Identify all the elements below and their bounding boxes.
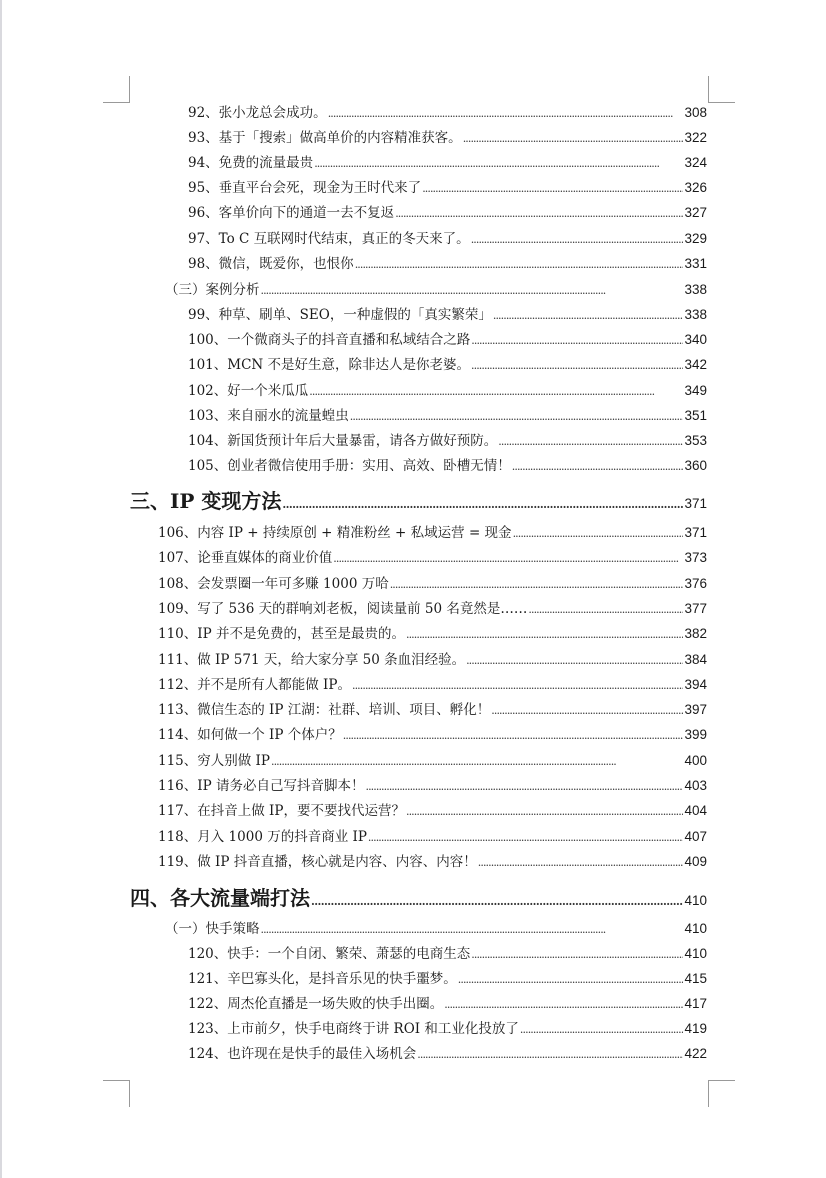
toc-entry[interactable]: [158, 726, 707, 745]
page-edge: [0, 0, 2, 1178]
dot-leader: [520, 1020, 684, 1039]
toc-entry[interactable]: [188, 432, 707, 451]
dot-leader: [261, 281, 684, 300]
toc-entry[interactable]: [188, 382, 707, 401]
toc-entry[interactable]: [188, 407, 707, 426]
toc-page-number: 397: [684, 702, 707, 718]
dot-leader: [471, 356, 683, 375]
toc-entry[interactable]: [188, 945, 707, 964]
toc-page-number: 400: [684, 752, 707, 768]
toc-page-number: 399: [684, 727, 707, 743]
toc-page-number: 410: [684, 893, 707, 908]
toc-entry[interactable]: [188, 970, 707, 989]
toc-entry-title: 三、IP 变现方法: [130, 489, 282, 513]
toc-entry[interactable]: [158, 575, 707, 594]
toc-entry-title: 114、如何做一个 IP 个体户？: [158, 727, 342, 744]
toc-entry-title: 100、一个微商头子的抖音直播和私域结合之路: [188, 332, 471, 349]
dot-leader: [314, 154, 683, 173]
dot-leader: [498, 432, 683, 451]
toc-page-number: 404: [684, 803, 707, 819]
toc-entry-title: 119、做 IP 抖音直播，核心就是内容、内容、内容！: [158, 853, 477, 870]
toc-entry-title: 109、写了 536 天的群响刘老板，阅读量前 50 名竟然是……: [158, 600, 528, 617]
dot-leader: [352, 676, 683, 695]
toc-entry-title: 108、会发票圈一年可多赚 1000 万哈: [158, 575, 389, 592]
dot-leader: [422, 179, 683, 198]
toc-entry[interactable]: [130, 489, 707, 517]
crop-mark-bottom-right: [708, 1080, 735, 1107]
dot-leader: [395, 204, 683, 223]
dot-leader: [365, 777, 683, 796]
toc-page-number: 327: [684, 205, 707, 221]
toc-page-number: 338: [684, 282, 707, 297]
toc-page-number: 331: [684, 255, 707, 271]
toc-entry[interactable]: [158, 828, 707, 847]
toc-entry[interactable]: [188, 457, 707, 476]
toc-page-number: 394: [684, 676, 707, 692]
toc-page-number: 338: [684, 307, 707, 322]
toc-entry-title: （三）案例分析: [165, 282, 260, 298]
toc-entry[interactable]: [158, 549, 707, 568]
toc-entry-title: 118、月入 1000 万的抖音商业 IP: [158, 828, 367, 845]
toc-entry[interactable]: [158, 752, 707, 771]
toc-page-number: 419: [684, 1021, 707, 1037]
toc-page-number: 340: [684, 332, 707, 348]
toc-entry[interactable]: [188, 995, 707, 1014]
toc-entry[interactable]: [188, 154, 707, 173]
dot-leader: [355, 255, 684, 274]
toc-entry[interactable]: [188, 255, 707, 274]
toc-page-number: 342: [684, 357, 707, 373]
dot-leader: [512, 457, 684, 476]
toc-entry-title: 123、上市前夕，快手电商终于讲 ROI 和工业化投放了: [188, 1021, 519, 1038]
toc-entry-title: 93、基于「搜索」做高单价的内容精准获客。: [188, 130, 462, 147]
dot-leader: [406, 802, 683, 821]
dot-leader: [493, 306, 684, 325]
toc-page-number: 417: [684, 996, 707, 1012]
toc-entry-title: 99、种草、刷单、SEO，一种虚假的「真实繁荣」: [188, 307, 492, 323]
dot-leader: [406, 625, 683, 644]
toc-entry-title: 97、To C 互联网时代结束，真正的冬天来了。: [188, 230, 470, 247]
toc-page-number: 410: [684, 921, 707, 936]
dot-leader: [458, 970, 684, 989]
toc-entry[interactable]: [165, 920, 707, 939]
crop-mark-top-left: [103, 76, 130, 103]
dot-leader: [471, 230, 684, 249]
dot-leader: [466, 651, 683, 670]
toc-entry[interactable]: [158, 676, 707, 695]
toc-page-number: 382: [684, 626, 707, 642]
crop-mark-bottom-left: [103, 1080, 130, 1107]
toc-page-number: 322: [684, 130, 707, 146]
toc-page-number: 360: [684, 458, 707, 474]
toc-page-number: 409: [684, 853, 707, 869]
toc-entry[interactable]: [158, 651, 707, 670]
dot-leader: [343, 726, 684, 745]
dot-leader: [368, 828, 684, 847]
toc-page-number: 308: [684, 105, 707, 120]
toc-entry[interactable]: [188, 179, 707, 198]
dot-leader: [271, 752, 683, 771]
toc-entry-title: 121、辛巴寡头化，是抖音乐见的快手噩梦。: [188, 971, 457, 988]
toc-entry-title: 95、垂直平台会死，现金为王时代来了: [188, 180, 422, 197]
toc-entry[interactable]: [165, 281, 707, 300]
toc-page-number: 407: [684, 828, 707, 844]
toc-entry[interactable]: [188, 129, 707, 148]
dot-leader: [491, 701, 683, 720]
toc-entry-title: 102、好一个米瓜瓜: [188, 382, 309, 399]
toc-entry[interactable]: [188, 1045, 707, 1064]
dot-leader: [309, 382, 683, 401]
toc-entry-title: 120、快手：一个自闭、繁荣、萧瑟的电商生态: [188, 946, 471, 962]
toc-page-number: 324: [684, 155, 707, 171]
toc-entry-title: （一）快手策略: [165, 921, 260, 937]
toc-entry-title: 113、微信生态的 IP 江湖：社群、培训、项目、孵化！: [158, 702, 491, 719]
toc-entry-title: 112、并不是所有人都能做 IP。: [158, 676, 351, 693]
toc-entry-title: 107、论垂直媒体的商业价值: [158, 550, 333, 567]
toc-page-number: 353: [684, 433, 707, 448]
toc-page-number: 410: [684, 946, 707, 961]
toc-entry-title: 115、穷人别做 IP: [158, 752, 270, 769]
toc-page-number: 403: [684, 778, 707, 793]
dot-leader: [471, 331, 683, 350]
toc-entry[interactable]: [188, 331, 707, 350]
toc-page-number: 422: [684, 1046, 707, 1062]
dot-leader: [390, 575, 684, 594]
dot-leader: [311, 886, 683, 914]
toc-entry-title: 103、来自丽水的流量蝗虫: [188, 407, 349, 424]
toc-page-number: 371: [684, 496, 707, 511]
toc-page-number: 371: [684, 525, 707, 540]
toc-entry[interactable]: [158, 600, 707, 619]
dot-leader: [471, 945, 683, 964]
dot-leader: [463, 129, 684, 148]
crop-mark-top-right: [708, 76, 735, 103]
toc-entry-title: 98、微信，既爱你，也恨你: [188, 255, 354, 272]
toc-page-number: 351: [684, 407, 707, 423]
toc-entry[interactable]: [158, 524, 707, 543]
toc-entry[interactable]: [188, 230, 707, 249]
dot-leader: [528, 600, 683, 619]
toc-entry-title: 124、也许现在是快手的最佳入场机会: [188, 1046, 417, 1063]
dot-leader: [513, 524, 684, 543]
dot-leader: [478, 853, 684, 872]
toc-entry-title: 96、客单价向下的通道一去不复返: [188, 205, 395, 222]
dot-leader: [328, 104, 684, 123]
toc-entry[interactable]: [188, 204, 707, 223]
toc-page-number: 349: [684, 382, 707, 398]
toc-entry[interactable]: [158, 777, 707, 796]
dot-leader: [261, 920, 684, 939]
toc-entry[interactable]: [158, 802, 707, 821]
toc-entry[interactable]: [188, 306, 707, 325]
toc-entry-title: 111、做 IP 571 天，给大家分享 50 条血泪经验。: [158, 651, 466, 668]
toc-entry-title: 四、各大流量端打法: [130, 886, 310, 910]
toc-entry[interactable]: [188, 104, 707, 123]
toc-entry[interactable]: [188, 356, 707, 375]
toc-entry-title: 117、在抖音上做 IP，要不要找代运营？: [158, 803, 405, 820]
dot-leader: [417, 1045, 683, 1064]
toc-page-number: 384: [684, 651, 707, 667]
toc-entry-title: 110、IP 并不是免费的，甚至是最贵的。: [158, 626, 405, 643]
toc-entry-title: 101、MCN 不是好生意，除非达人是你老婆。: [188, 357, 471, 374]
toc-page-number: 373: [684, 550, 707, 566]
dot-leader: [333, 549, 683, 568]
toc-entry[interactable]: [130, 886, 707, 914]
toc-entry-title: 92、张小龙总会成功。: [188, 105, 327, 121]
toc-page-number: 376: [684, 575, 707, 591]
toc-page-number: 377: [684, 600, 707, 616]
toc-entry-title: 104、新国货预计年后大量暴雷，请各方做好预防。: [188, 433, 498, 449]
toc-entry-title: 116、IP 请务必自己写抖音脚本！: [158, 778, 365, 794]
toc-entry[interactable]: [158, 853, 707, 872]
toc-entry-title: 106、内容 IP + 持续原创 + 精准粉丝 + 私域运营 = 现金: [158, 525, 512, 541]
toc-entry[interactable]: [188, 1020, 707, 1039]
toc-entry[interactable]: [158, 701, 707, 720]
toc-entry-title: 105、创业者微信使用手册：实用、高效、卧槽无情！: [188, 458, 511, 475]
toc-page-number: 415: [684, 971, 707, 987]
dot-leader: [444, 995, 683, 1014]
dot-leader: [282, 489, 683, 517]
toc-page-number: 326: [684, 180, 707, 196]
dot-leader: [350, 407, 684, 426]
toc-entry-title: 94、免费的流量最贵: [188, 155, 314, 172]
toc-page-number: 329: [684, 230, 707, 246]
toc-entry[interactable]: [158, 625, 707, 644]
toc-entry-title: 122、周杰伦直播是一场失败的快手出圈。: [188, 996, 444, 1013]
